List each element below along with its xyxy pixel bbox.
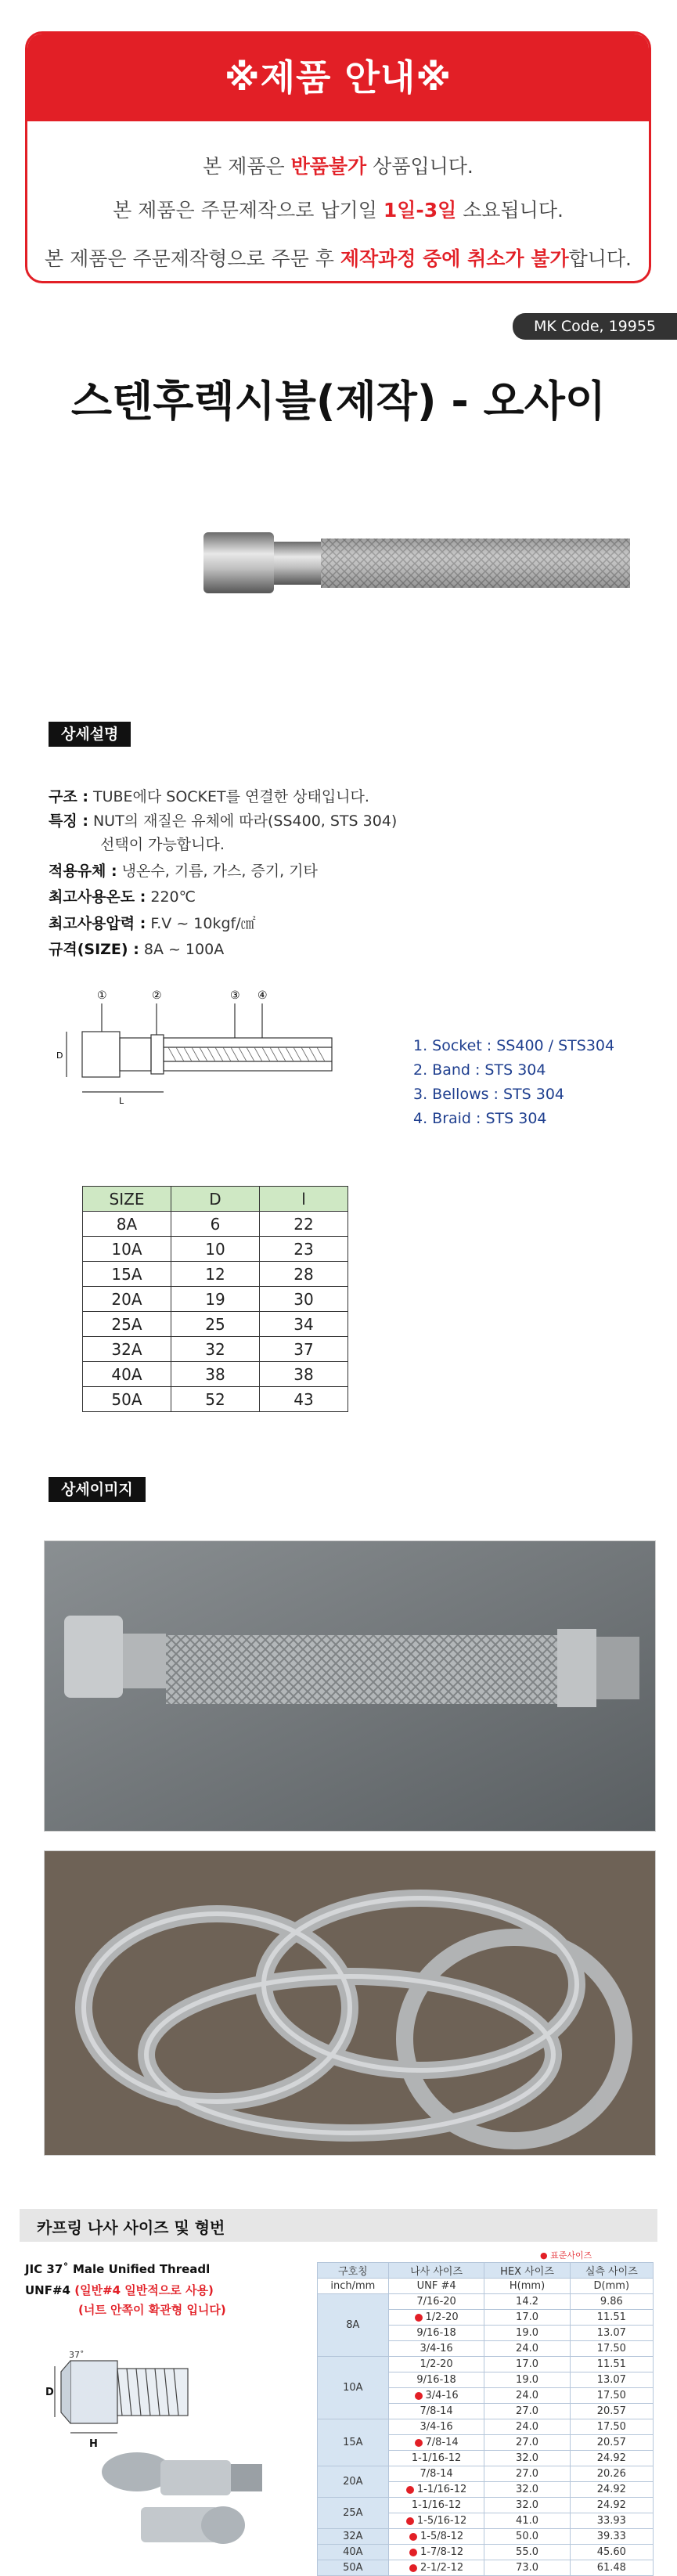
size-table-cell: 8A (83, 1212, 171, 1237)
standard-dot-icon (409, 2533, 417, 2541)
standard-dot-icon (415, 2392, 423, 2400)
measure-cell: 32.0 (484, 2451, 570, 2466)
size-table-cell: 38 (171, 1362, 260, 1387)
size-table-row (83, 1362, 348, 1387)
size-table-cell: 25 (171, 1312, 260, 1337)
notice-title: ※제품 안내※ (27, 34, 649, 121)
measure-cell: 24.92 (570, 2482, 653, 2498)
size-table-cell: 25A (83, 1312, 171, 1337)
size-group-cell: 15A (318, 2419, 389, 2466)
measure-cell: 9.86 (570, 2294, 653, 2310)
spec-size: 규격(SIZE) : 8A ~ 100A (49, 941, 225, 958)
measure-cell: 14.2 (484, 2294, 570, 2310)
size-table-cell: 6 (171, 1212, 260, 1237)
measure-cell: 11.51 (570, 2357, 653, 2372)
measure-cell: 13.07 (570, 2372, 653, 2388)
measure-cell: 50.0 (484, 2529, 570, 2545)
image-section-tag: 상세이미지 (49, 1477, 146, 1502)
hose-hero-image (196, 501, 634, 626)
size-group-cell: 40A (318, 2545, 389, 2560)
thread-size-cell: 9/16-18 (388, 2372, 484, 2388)
measure-cell: 39.33 (570, 2529, 653, 2545)
detail-section-tag: 상세설명 (49, 722, 131, 747)
size-table-row (83, 1262, 348, 1287)
standard-dot-icon (406, 2486, 414, 2494)
spec-pressure: 최고사용압력 : F.V ~ 10kgf/㎠ (49, 915, 256, 932)
size-group-cell: 25A (318, 2498, 389, 2529)
standard-dot-icon (415, 2439, 423, 2447)
h-label: H (89, 2438, 98, 2450)
size-table-row (83, 1212, 348, 1237)
size-table-cell: 32A (83, 1337, 171, 1362)
measure-cell: 24.0 (484, 2419, 570, 2435)
coupling-section-title: 카프링 나사 사이즈 및 형번 (37, 2218, 225, 2237)
thread-size-cell: 7/8-14 (388, 2466, 484, 2482)
size-table-header (83, 1187, 348, 1212)
size-table-cell: 43 (260, 1387, 348, 1412)
measure-cell: 11.51 (570, 2310, 653, 2326)
col-size: SIZE (83, 1187, 171, 1212)
product-title: 스텐후렉시블(제작) - 오사이 (70, 376, 607, 426)
spec-feature: 특징 : NUT의 재질은 유체에 따라(SS400, STS 304) (49, 812, 398, 830)
spec-feature-cont: 선택이 가능합니다. (100, 836, 225, 853)
standard-dot-icon (409, 2564, 417, 2572)
size-table-cell: 32 (171, 1337, 260, 1362)
legend-item: 1. Socket : SS400 / STS304 (413, 1037, 615, 1054)
measure-cell: 24.92 (570, 2451, 653, 2466)
unf-title-line: UNF#4 (일반#4 일반적으로 사용) (25, 2283, 214, 2297)
thread-size-cell: 1-7/8-12 (388, 2545, 484, 2560)
coupling-table-row (318, 2294, 654, 2310)
coupling-table-header: 구호칭 나사 사이즈 HEX 사이즈 실측 사이즈 (318, 2263, 654, 2279)
measure-cell: 24.0 (484, 2341, 570, 2357)
callout-4: ④ (257, 989, 268, 1002)
thread-size-cell: 1-5/8-12 (388, 2529, 484, 2545)
size-table-cell: 50A (83, 1387, 171, 1412)
spec-temperature: 최고사용온도 : 220℃ (49, 888, 196, 906)
coupling-size-table (317, 2262, 654, 2576)
size-group-cell: 10A (318, 2357, 389, 2419)
d-label: D (45, 2387, 54, 2398)
jic-title: JIC 37˚ Male Unified Threadl (25, 2262, 211, 2276)
measure-cell: 24.0 (484, 2388, 570, 2404)
size-table-cell: 10 (171, 1237, 260, 1262)
measure-cell: 55.0 (484, 2545, 570, 2560)
mk-code-badge: MK Code, 19955 (513, 313, 677, 340)
legend-item: 2. Band : STS 304 (413, 1061, 546, 1079)
standard-dot-icon (409, 2549, 417, 2556)
coupling-table-row (318, 2419, 654, 2435)
measure-cell: 17.50 (570, 2341, 653, 2357)
measure-cell: 73.0 (484, 2560, 570, 2576)
coupling-table-units: inch/mm UNF #4 H(mm) D(mm) (318, 2279, 654, 2294)
callout-2: ② (152, 989, 162, 1002)
size-table-cell: 40A (83, 1362, 171, 1387)
spec-structure: 구조 : TUBE에다 SOCKET를 연결한 상태입니다. (49, 788, 369, 805)
thread-size-cell: 1-1/16-12 (388, 2451, 484, 2466)
measure-cell: 20.57 (570, 2435, 653, 2451)
inner-note: (너트 안쪽이 확관형 입니다) (78, 2303, 226, 2317)
measure-cell: 17.50 (570, 2388, 653, 2404)
measure-cell: 19.0 (484, 2326, 570, 2341)
measure-cell: 27.0 (484, 2435, 570, 2451)
measure-cell: 19.0 (484, 2372, 570, 2388)
spec-fluid: 적용유체 : 냉온수, 기름, 가스, 증기, 기타 (49, 863, 318, 880)
measure-cell: 45.60 (570, 2545, 653, 2560)
measure-cell: 27.0 (484, 2466, 570, 2482)
thread-size-cell: 1-1/16-12 (388, 2482, 484, 2498)
size-group-cell: 50A (318, 2560, 389, 2576)
hose-technical-drawing (55, 986, 384, 1111)
dim-d-label: D (56, 1050, 63, 1061)
standard-dot-icon (415, 2314, 423, 2322)
legend-item: 3. Bellows : STS 304 (413, 1086, 565, 1103)
coupling-table-row (318, 2357, 654, 2372)
thread-size-cell: 1/2-20 (388, 2357, 484, 2372)
thread-size-cell: 3/4-16 (388, 2388, 484, 2404)
coupling-table-row (318, 2498, 654, 2513)
notice-line-2: 본 제품은 주문제작으로 납기일 1일-3일 소요됩니다. (113, 199, 564, 222)
standard-dot-icon (406, 2517, 414, 2525)
coupling-table-row (318, 2466, 654, 2482)
size-table-row (83, 1287, 348, 1312)
measure-cell: 32.0 (484, 2482, 570, 2498)
measure-cell: 32.0 (484, 2498, 570, 2513)
measure-cell: 33.93 (570, 2513, 653, 2529)
size-table-row (83, 1337, 348, 1362)
thread-size-cell: 1/2-20 (388, 2310, 484, 2326)
coupling-table-row (318, 2529, 654, 2545)
col-l: l (260, 1187, 348, 1212)
size-table-cell: 19 (171, 1287, 260, 1312)
coupling-table-row (318, 2560, 654, 2576)
thread-size-cell: 1-1/16-12 (388, 2498, 484, 2513)
thread-size-cell: 9/16-18 (388, 2326, 484, 2341)
thread-size-cell: 3/4-16 (388, 2341, 484, 2357)
size-table-cell: 20A (83, 1287, 171, 1312)
measure-cell: 41.0 (484, 2513, 570, 2529)
measure-cell: 24.92 (570, 2498, 653, 2513)
measure-cell: 20.57 (570, 2404, 653, 2419)
size-table-cell: 12 (171, 1262, 260, 1287)
fitting-drawing (23, 2323, 282, 2558)
size-group-cell: 8A (318, 2294, 389, 2357)
size-table-row (83, 1387, 348, 1412)
measure-cell: 61.48 (570, 2560, 653, 2576)
product-notice-box (25, 31, 651, 283)
callout-1: ① (97, 989, 107, 1002)
size-group-cell: 32A (318, 2529, 389, 2545)
notice-line-3: 본 제품은 주문제작형으로 주문 후 제작과정 중에 취소가 불가합니다. (44, 247, 632, 270)
measure-cell: 27.0 (484, 2404, 570, 2419)
size-table-row (83, 1237, 348, 1262)
thread-size-cell: 7/16-20 (388, 2294, 484, 2310)
angle-label: 37˚ (69, 2350, 85, 2360)
callout-3: ③ (230, 989, 240, 1002)
col-d: D (171, 1187, 260, 1212)
size-table-cell: 28 (260, 1262, 348, 1287)
measure-cell: 17.0 (484, 2310, 570, 2326)
size-table-cell: 10A (83, 1237, 171, 1262)
size-table-cell: 22 (260, 1212, 348, 1237)
size-table-row (83, 1312, 348, 1337)
thread-size-cell: 1-5/16-12 (388, 2513, 484, 2529)
thread-size-cell: 2-1/2-12 (388, 2560, 484, 2576)
size-table-cell: 34 (260, 1312, 348, 1337)
measure-cell: 17.0 (484, 2357, 570, 2372)
size-table-cell: 30 (260, 1287, 348, 1312)
size-table-cell: 37 (260, 1337, 348, 1362)
size-table-cell: 52 (171, 1387, 260, 1412)
thread-size-cell: 7/8-14 (388, 2435, 484, 2451)
measure-cell: 17.50 (570, 2419, 653, 2435)
measure-cell: 13.07 (570, 2326, 653, 2341)
dim-l-label: L (119, 1096, 124, 1106)
size-table (82, 1186, 348, 1412)
coupling-table-row (318, 2545, 654, 2560)
coupling-section-header (20, 2209, 657, 2242)
legend-item: 4. Braid : STS 304 (413, 1110, 547, 1127)
thread-size-cell: 3/4-16 (388, 2419, 484, 2435)
hose-photo-coiled (44, 1850, 656, 2156)
size-table-cell: 38 (260, 1362, 348, 1387)
thread-size-cell: 7/8-14 (388, 2404, 484, 2419)
size-table-cell: 23 (260, 1237, 348, 1262)
measure-cell: 20.26 (570, 2466, 653, 2482)
notice-line-1: 본 제품은 반품불가 상품입니다. (203, 155, 474, 178)
standard-size-note: ● 표준사이즈 (540, 2250, 592, 2261)
hose-photo-assembled (44, 1540, 656, 1832)
size-group-cell: 20A (318, 2466, 389, 2498)
size-table-cell: 15A (83, 1262, 171, 1287)
